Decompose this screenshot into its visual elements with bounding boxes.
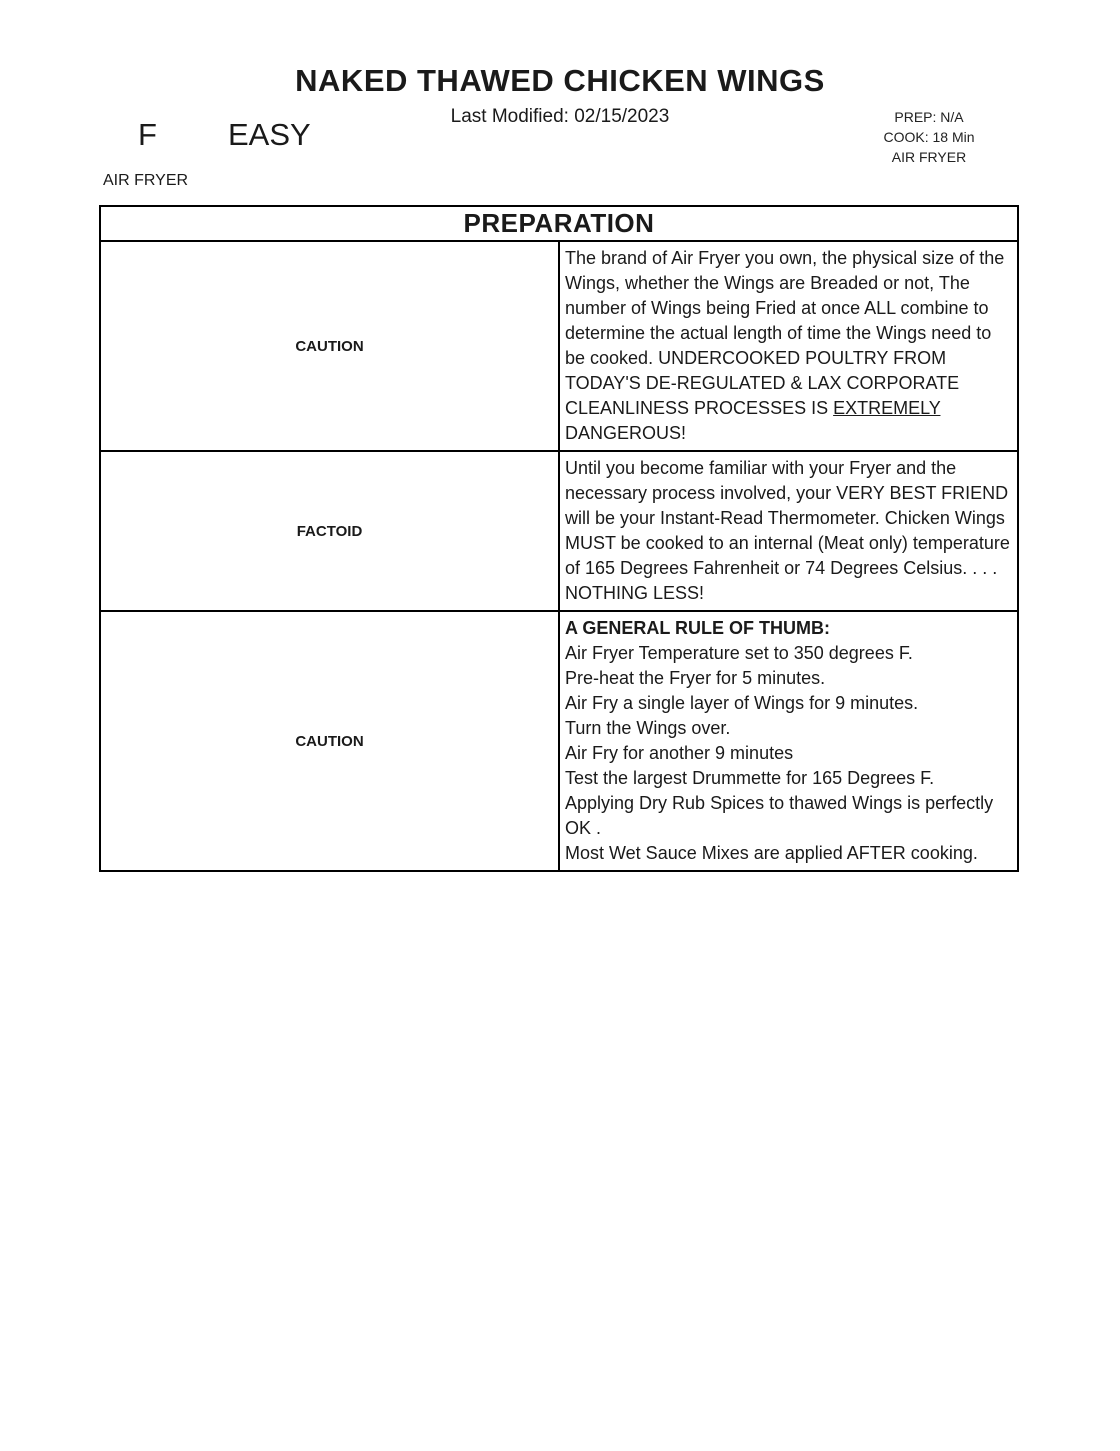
row-label: CAUTION <box>100 241 559 451</box>
caution-text-underlined: EXTREMELY <box>833 398 941 418</box>
preparation-table <box>99 205 1019 872</box>
cook-time: COOK: 18 Min <box>883 129 975 145</box>
row-content: Until you become familiar with your Fryer and the necessary process involved, your VERY BEST FRIEND will be your Instant-Read Thermometer. Chicken Wings MUST be cooked to an internal (Meat only) temperature of 165 Degrees Fahrenheit or 74 Degrees Celsius. . . . NOTHING LESS! <box>559 451 1018 611</box>
row-label: FACTOID <box>100 451 559 611</box>
rule-line: Most Wet Sauce Mixes are applied AFTER cooking. <box>565 843 978 863</box>
table-row-caution-2 <box>100 611 1018 871</box>
table-row-caution-1 <box>100 241 1018 451</box>
table-title: PREPARATION <box>100 206 1018 241</box>
rule-line: Turn the Wings over. <box>565 718 731 738</box>
table-header-row <box>100 206 1018 241</box>
rule-line: Applying Dry Rub Spices to thawed Wings is perfectly OK . <box>565 793 994 838</box>
difficulty-label: EASY <box>228 117 311 152</box>
page-title: NAKED THAWED CHICKEN WINGS <box>295 63 825 98</box>
caution-text-after: DANGEROUS! <box>565 423 687 443</box>
prep-time: PREP: N/A <box>894 109 964 125</box>
category-label: AIR FRYER <box>103 172 189 189</box>
rule-line: Air Fryer Temperature set to 350 degrees F. <box>565 643 913 663</box>
cook-method: AIR FRYER <box>891 149 967 165</box>
last-modified-date: Last Modified: 02/15/2023 <box>450 106 670 127</box>
rule-line: Air Fry a single layer of Wings for 9 minutes. <box>565 693 919 713</box>
row-content <box>559 611 1018 871</box>
timing-meta-block <box>853 107 1005 167</box>
caution-text-before: The brand of Air Fryer you own, the physical size of the Wings, whether the Wings are Breaded or not, The number of Wings being Fried at once ALL combine to determine the actual length of time the Wings need to be cooked. UNDERCOOKED POULTRY FROM TODAY'S DE-REGULATED & LAX CORPORATE CLEANLINESS PROCESSES IS <box>565 248 1005 418</box>
rule-of-thumb-heading: A GENERAL RULE OF THUMB: <box>565 618 830 638</box>
row-label: CAUTION <box>100 611 559 871</box>
grade-letter: F <box>138 117 157 152</box>
table-row-factoid <box>100 451 1018 611</box>
rule-line: Test the largest Drummette for 165 Degrees F. <box>565 768 935 788</box>
rule-line: Air Fry for another 9 minutes <box>565 743 794 763</box>
rule-line: Pre-heat the Fryer for 5 minutes. <box>565 668 826 688</box>
row-content <box>559 241 1018 451</box>
